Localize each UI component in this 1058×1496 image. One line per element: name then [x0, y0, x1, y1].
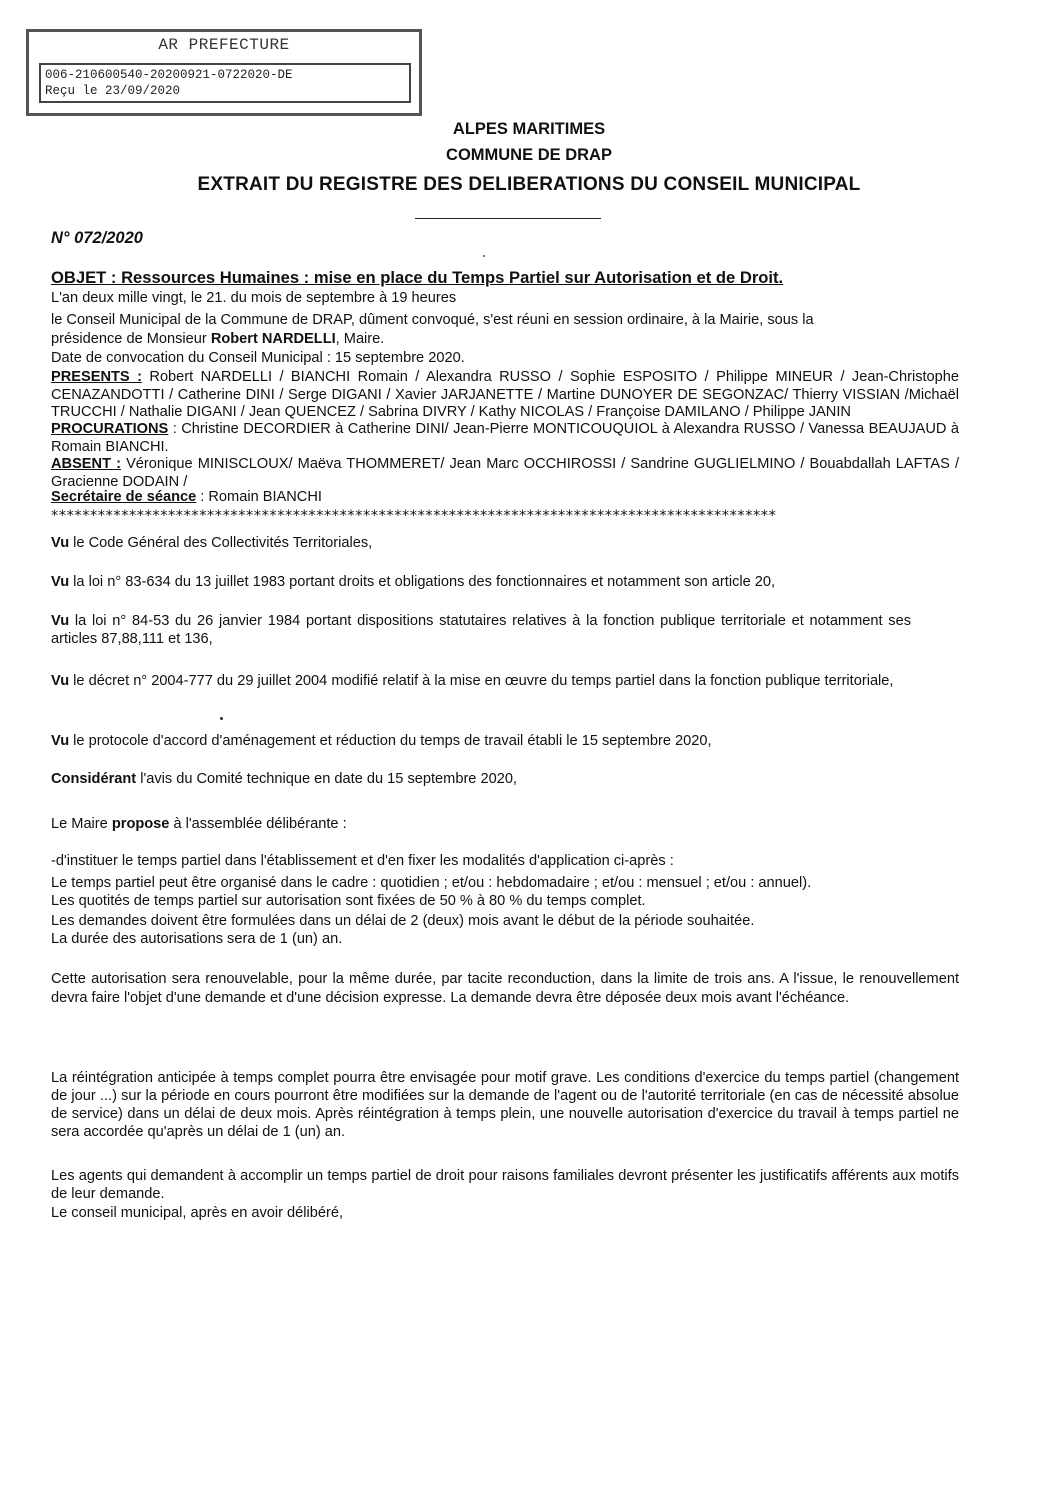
- stamp-received-date: Reçu le 23/09/2020: [45, 84, 181, 98]
- considerant-text: l'avis du Comité technique en date du 15 septembre 2020,: [136, 771, 517, 787]
- vu-loi-1983-text: la loi n° 83-634 du 13 juillet 1983 portant droits et obligations des fonctionnaires et notamment son article 20,: [69, 574, 776, 590]
- vu-cgct-text: le Code Général des Collectivités Territoriales,: [69, 535, 373, 551]
- maire-proposal: [51, 816, 347, 832]
- procurations-list: : Christine DECORDIER à Catherine DINI/ Jean-Pierre MONTICOUQUIOL à Alexandra RUSSO / Vanessa BEAUJAUD à Romain BIANCHI.: [51, 421, 959, 455]
- vu-keyword: Vu: [51, 673, 70, 689]
- reintegration-paragraph: La réintégration anticipée à temps complet pourra être envisagée pour motif grave. Les conditions d'exercice du temps partiel (changement de jour ...) sur la période en cours pourront être modifiées sur la demande de l'agent ou de l'autorité territoriale (en cas de nécessité absolue de service) dans un délai de deux mois. Après réintégration à temps plein, une nouvelle autorisation d'exercice du travail à temps partiel ne sera accordée qu'après un délai de 1 (un) an.: [51, 1070, 959, 1140]
- vu-loi-1984: [51, 613, 911, 648]
- considerant-keyword: Considérant: [51, 771, 137, 787]
- modalite-line: Les quotités de temps partiel sur autorisation sont fixées de 50 % à 80 % du temps complet.: [51, 893, 646, 909]
- title-divider: [415, 218, 601, 219]
- vu-keyword: Vu: [51, 613, 70, 629]
- vu-protocole-text: le protocole d'accord d'aménagement et réduction du temps de travail établi le 15 septembre 2020,: [69, 733, 712, 749]
- vu-loi-1983: [51, 574, 775, 590]
- vu-decret-2004-text: le décret n° 2004-777 du 29 juillet 2004 modifié relatif à la mise en œuvre du temps partiel dans la fonction publique territoriale,: [69, 673, 894, 689]
- commune-heading: COMMUNE DE DRAP: [446, 146, 612, 164]
- modalite-line: Les demandes doivent être formulées dans un délai de 2 (deux) mois avant le début de la période souhaitée.: [51, 913, 755, 929]
- stamp-reference: 006-210600540-20200921-0722020-DE: [45, 68, 293, 82]
- modalite-line: Le temps partiel peut être organisé dans le cadre : quotidien ; et/ou : hebdomadaire ; et/ou : mensuel ; et/ou : annuel).: [51, 875, 812, 891]
- separator-stars: *********************************************************************************************: [51, 508, 777, 524]
- absent-label: ABSENT :: [51, 456, 121, 472]
- intro-presidence: [51, 331, 384, 347]
- scan-speck: [220, 717, 223, 720]
- procurations-label: PROCURATIONS: [51, 421, 169, 437]
- absent-paragraph: [51, 456, 959, 491]
- renouvellement-paragraph: Cette autorisation sera renouvelable, pour la même durée, par tacite reconduction, dans la limite de trois ans. A l'issue, le renouvellement devra faire l'objet d'une demande et d'une décision expresse. La demande devra être déposée deux mois avant l'échéance.: [51, 971, 959, 1006]
- intro-date: L'an deux mille vingt, le 21. du mois de septembre à 19 heures: [51, 290, 457, 306]
- secretary-label: Secrétaire de séance: [51, 489, 197, 505]
- secretary-line: [51, 489, 322, 505]
- subject-line: OBJET : Ressources Humaines : mise en place du Temps Partiel sur Autorisation et de Droit.: [51, 268, 784, 287]
- mayor-name: Robert NARDELLI: [210, 331, 336, 347]
- stamp-title: AR PREFECTURE: [158, 36, 290, 54]
- presents-list: Robert NARDELLI / BIANCHI Romain / Alexandra RUSSO / Sophie ESPOSITO / Philippe MINEUR / Jean-Christophe CENAZANDOTTI / Catherine DINI / Serge DIGANI / Xavier JARJANETTE / Martine DUNOYER DE SEGONZAC/ Thierry VISSIAN /Michaël TRUCCHI / Nathalie DIGANI / Jean QUENCEZ / Sabrina DIVRY / Kathy NICOLAS / Françoise DAMILANO / Philippe JANIN: [51, 369, 960, 420]
- presents-label: PRESENTS :: [51, 369, 142, 385]
- presents-paragraph: [51, 369, 959, 422]
- procurations-paragraph: [51, 421, 959, 456]
- propose-keyword: propose: [111, 816, 170, 832]
- modalite-line: -d'instituer le temps partiel dans l'établissement et d'en fixer les modalités d'application ci-après :: [51, 853, 674, 869]
- absent-list: Véronique MINISCLOUX/ Maëva THOMMERET/ Jean Marc OCCHIROSSI / Sandrine GUGLIELMINO / Bouabdallah LAFTAS / Gracienne DODAIN /: [51, 456, 960, 490]
- maire-text: Le Maire: [51, 816, 112, 832]
- secretary-name: : Romain BIANCHI: [196, 489, 322, 505]
- deliberation-number: N° 072/2020: [51, 229, 143, 247]
- presidence-suffix: , Maire.: [335, 331, 385, 347]
- vu-protocole: [51, 733, 712, 749]
- department-heading: ALPES MARITIMES: [452, 120, 606, 138]
- considerant-clause: [51, 771, 517, 787]
- document-title: EXTRAIT DU REGISTRE DES DELIBERATIONS DU CONSEIL MUNICIPAL: [197, 174, 861, 195]
- vu-loi-1984-text: la loi n° 84-53 du 26 janvier 1984 portant dispositions statutaires relatives à la fonction publique territoriale et notamment ses articles 87,88,111 et 136,: [51, 613, 911, 647]
- convocation-date: Date de convocation du Conseil Municipal : 15 septembre 2020.: [51, 350, 465, 366]
- modalite-line: La durée des autorisations sera de 1 (un) an.: [51, 931, 343, 947]
- vu-keyword: Vu: [51, 733, 70, 749]
- vu-cgct: [51, 535, 372, 551]
- scan-speck: [483, 255, 485, 257]
- stamp-details: [39, 63, 411, 103]
- intro-convocation: le Conseil Municipal de la Commune de DRAP, dûment convoqué, s'est réuni en session ordinaire, à la Mairie, sous la: [51, 312, 814, 328]
- presidence-text: présidence de Monsieur: [51, 331, 211, 347]
- vu-keyword: Vu: [51, 535, 70, 551]
- vu-decret-2004: [51, 673, 901, 691]
- conclusion-line: Le conseil municipal, après en avoir délibéré,: [51, 1205, 344, 1221]
- prefecture-stamp: [26, 29, 422, 116]
- vu-keyword: Vu: [51, 574, 70, 590]
- maire-suffix: à l'assemblée délibérante :: [169, 816, 347, 832]
- droit-paragraph: Les agents qui demandent à accomplir un temps partiel de droit pour raisons familiales devront présenter les justificatifs afférents aux motifs de leur demande.: [51, 1168, 959, 1202]
